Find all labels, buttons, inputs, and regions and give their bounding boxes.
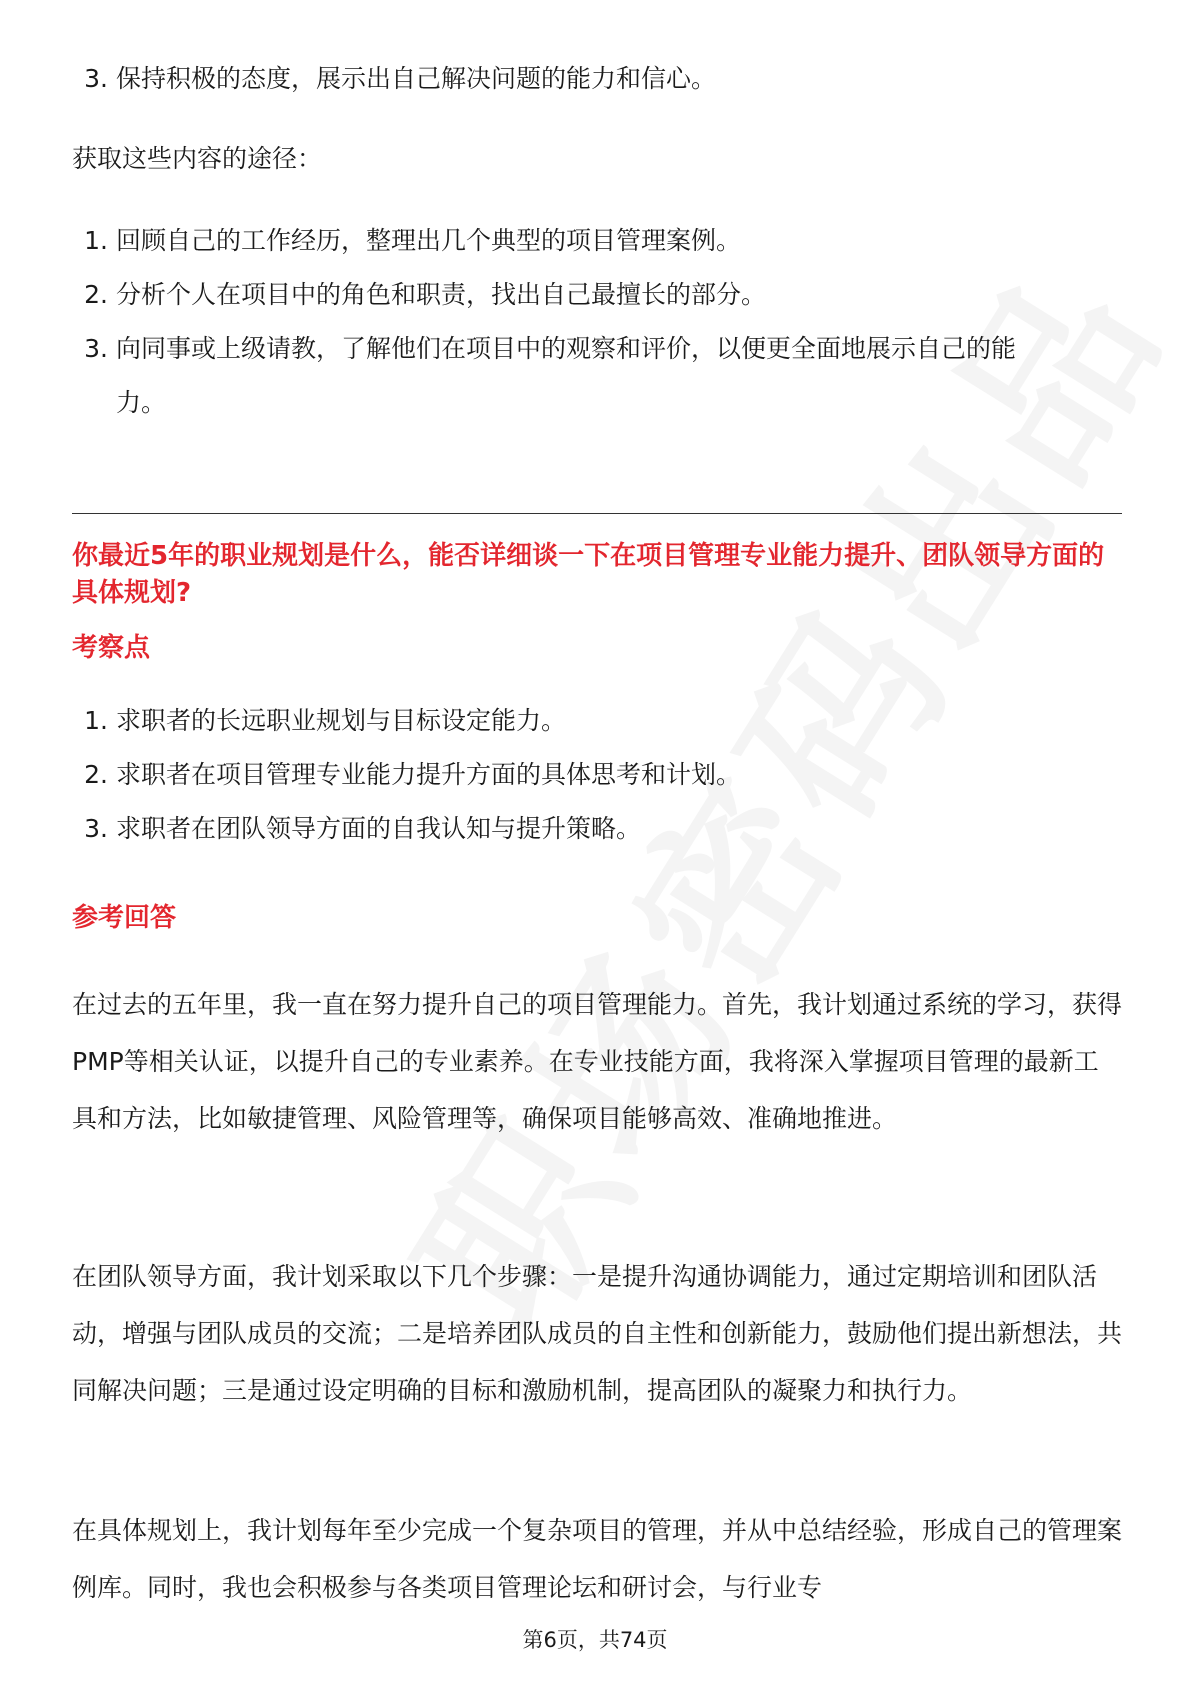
question-title: 你最近5年的职业规划是什么，能否详细谈一下在项目管理专业能力提升、团队领导方面的具体规划? [72,541,1105,608]
answer-paragraph: 在团队领导方面，我计划采取以下几个步骤：一是提升沟通协调能力，通过定期培训和团队活动，增强与团队成员的交流；二是培养团队成员的自主性和创新能力，鼓励他们提出新想法，共同解决问题；三是通过设定明确的目标和激励机制，提高团队的凝聚力和执行力。 [72,1262,1123,1405]
list-item [84,694,1056,748]
list-text: 分析个人在项目中的角色和职责，找出自己最擅长的部分。 [116,280,767,309]
list-number: 2. [84,280,108,309]
list-number: 1. [84,226,108,255]
ways-list [84,214,1056,430]
answer-paragraph: 在具体规划上，我计划每年至少完成一个复杂项目的管理，并从中总结经验，形成自己的管理案例库。同时，我也会积极参与各类项目管理论坛和研讨会，与行业专 [72,1516,1123,1602]
list-text: 回顾自己的工作经历，整理出几个典型的项目管理案例。 [116,226,742,255]
list-number: 3. [84,814,108,843]
list-number: 3. [84,64,108,93]
list-text: 求职者在团队领导方面的自我认知与提升策略。 [116,814,642,843]
list-text: 保持积极的态度，展示出自己解决问题的能力和信心。 [116,64,717,93]
section-divider [72,513,1122,514]
list-number: 1. [84,706,108,735]
list-item [84,802,1056,856]
list-text: 求职者的长远职业规划与目标设定能力。 [116,706,567,735]
list-number: 2. [84,760,108,789]
list-item [84,268,1056,322]
list-item [84,748,1056,802]
assessment-heading: 考察点 [72,633,151,663]
list-item [84,52,1056,106]
list-text: 向同事或上级请教，了解他们在项目中的观察和评价，以便更全面地展示自己的能力。 [116,334,1017,417]
assessment-list [84,694,1056,856]
page-footer: 第6页，共74页 [522,1628,668,1652]
answer-paragraph: 在过去的五年里，我一直在努力提升自己的项目管理能力。首先，我计划通过系统的学习，获得PMP等相关认证，以提升自己的专业素养。在专业技能方面，我将深入掌握项目管理的最新工具和方法，比如敏捷管理、风险管理等，确保项目能够高效、准确地推进。 [72,990,1123,1133]
list-item [84,322,1056,430]
list-text: 求职者在项目管理专业能力提升方面的具体思考和计划。 [116,760,742,789]
answer-heading: 参考回答 [72,903,177,933]
list-number: 3. [84,334,108,363]
list-item [84,214,1056,268]
continued-list [84,52,1056,106]
ways-intro: 获取这些内容的途径： [72,144,323,173]
